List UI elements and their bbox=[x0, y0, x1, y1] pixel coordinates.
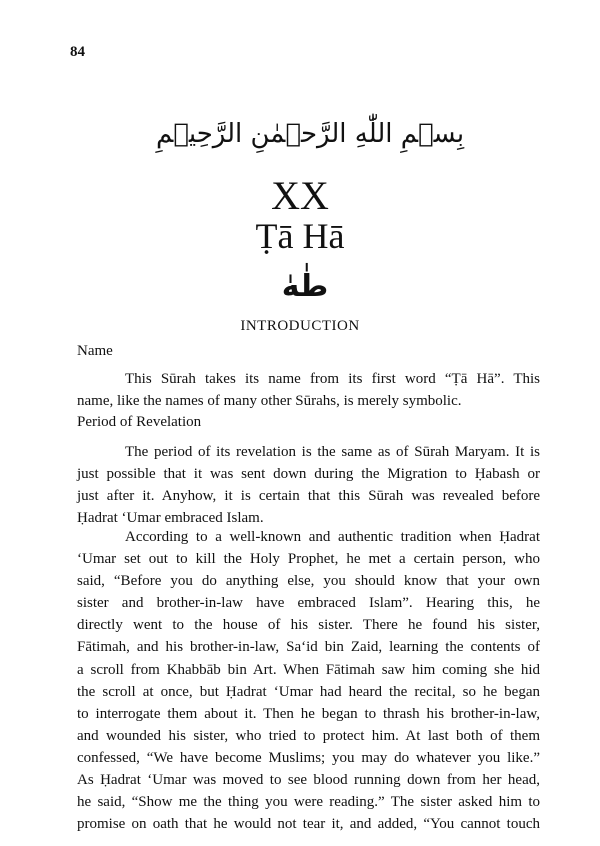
text-line: This Sūrah takes its name from its first word “Ṭā Hā”. This bbox=[125, 371, 540, 387]
text-line: a scroll from Khabbāb bin Art. When Fātimah saw him coming she hid bbox=[77, 661, 540, 678]
text-line: promise on oath that he would not tear it, and added, “You cannot touch bbox=[77, 816, 540, 833]
bismillah-text: بِسۡمِ اللّٰهِ الرَّحۡمٰنِ الرَّحِيۡمِ bbox=[155, 119, 465, 149]
surah-number: XX bbox=[271, 173, 329, 218]
text-line: just after it. Anyhow, it is certain that this Sūrah was revealed before bbox=[77, 488, 540, 505]
surah-name: Ṭā Hā bbox=[255, 216, 345, 256]
section-heading-name: Name bbox=[77, 343, 113, 359]
text-line: said, “Before you do anything else, you should know that your own bbox=[77, 573, 540, 590]
text-line: The period of its revelation is the same as of Sūrah Maryam. It is bbox=[125, 444, 540, 460]
text-line: to interrogate them about it. Then he began to thrash his brother-in-law, bbox=[77, 705, 540, 722]
text-line: ‘Umar set out to kill the Holy Prophet, he met a certain person, who bbox=[77, 551, 540, 568]
text-line: directly went to the house of his sister. There he found his sister, bbox=[77, 617, 540, 634]
text-line: and wounded his sister, who tried to protect him. At last both of them bbox=[77, 727, 540, 744]
text-line: Ḥadrat ‘Umar embraced Islam. bbox=[77, 510, 264, 527]
text-line: name, like the names of many other Sūrahs, is merely symbolic. bbox=[77, 393, 462, 410]
section-heading-period: Period of Revelation bbox=[77, 414, 202, 430]
paragraph-tradition bbox=[77, 526, 540, 835]
text-line: confessed, “We have become Muslims; you may do whatever you like.” bbox=[77, 749, 540, 766]
text-line: sister and brother-in-law have embraced Islam”. Hearing this, he bbox=[77, 595, 540, 612]
surah-name-arabic-text: طٰهٰ bbox=[281, 269, 329, 304]
text-line: According to a well-known and authentic tradition when Ḥadrat bbox=[125, 529, 540, 545]
text-line: he said, “Show me the thing you were reading.” The sister asked him to bbox=[77, 794, 540, 811]
paragraph-name bbox=[77, 368, 540, 412]
bismillah-calligraphy bbox=[155, 108, 465, 156]
text-line: the scroll at once, but Ḥadrat ‘Umar had heard the recital, so he began bbox=[77, 683, 540, 700]
paragraph-period bbox=[77, 441, 540, 529]
text-line: Fātimah, and his brother-in-law, Sa‘id bin Zaid, learning the contents of bbox=[77, 639, 540, 656]
text-line: As Ḥadrat ‘Umar was moved to see blood running down from her head, bbox=[77, 772, 540, 789]
page-number: 84 bbox=[70, 44, 85, 60]
text-line: just possible that it was sent down during the Migration to Ḥabash or bbox=[77, 466, 540, 483]
intro-heading: INTRODUCTION bbox=[240, 318, 360, 334]
surah-name-arabic bbox=[270, 262, 340, 306]
